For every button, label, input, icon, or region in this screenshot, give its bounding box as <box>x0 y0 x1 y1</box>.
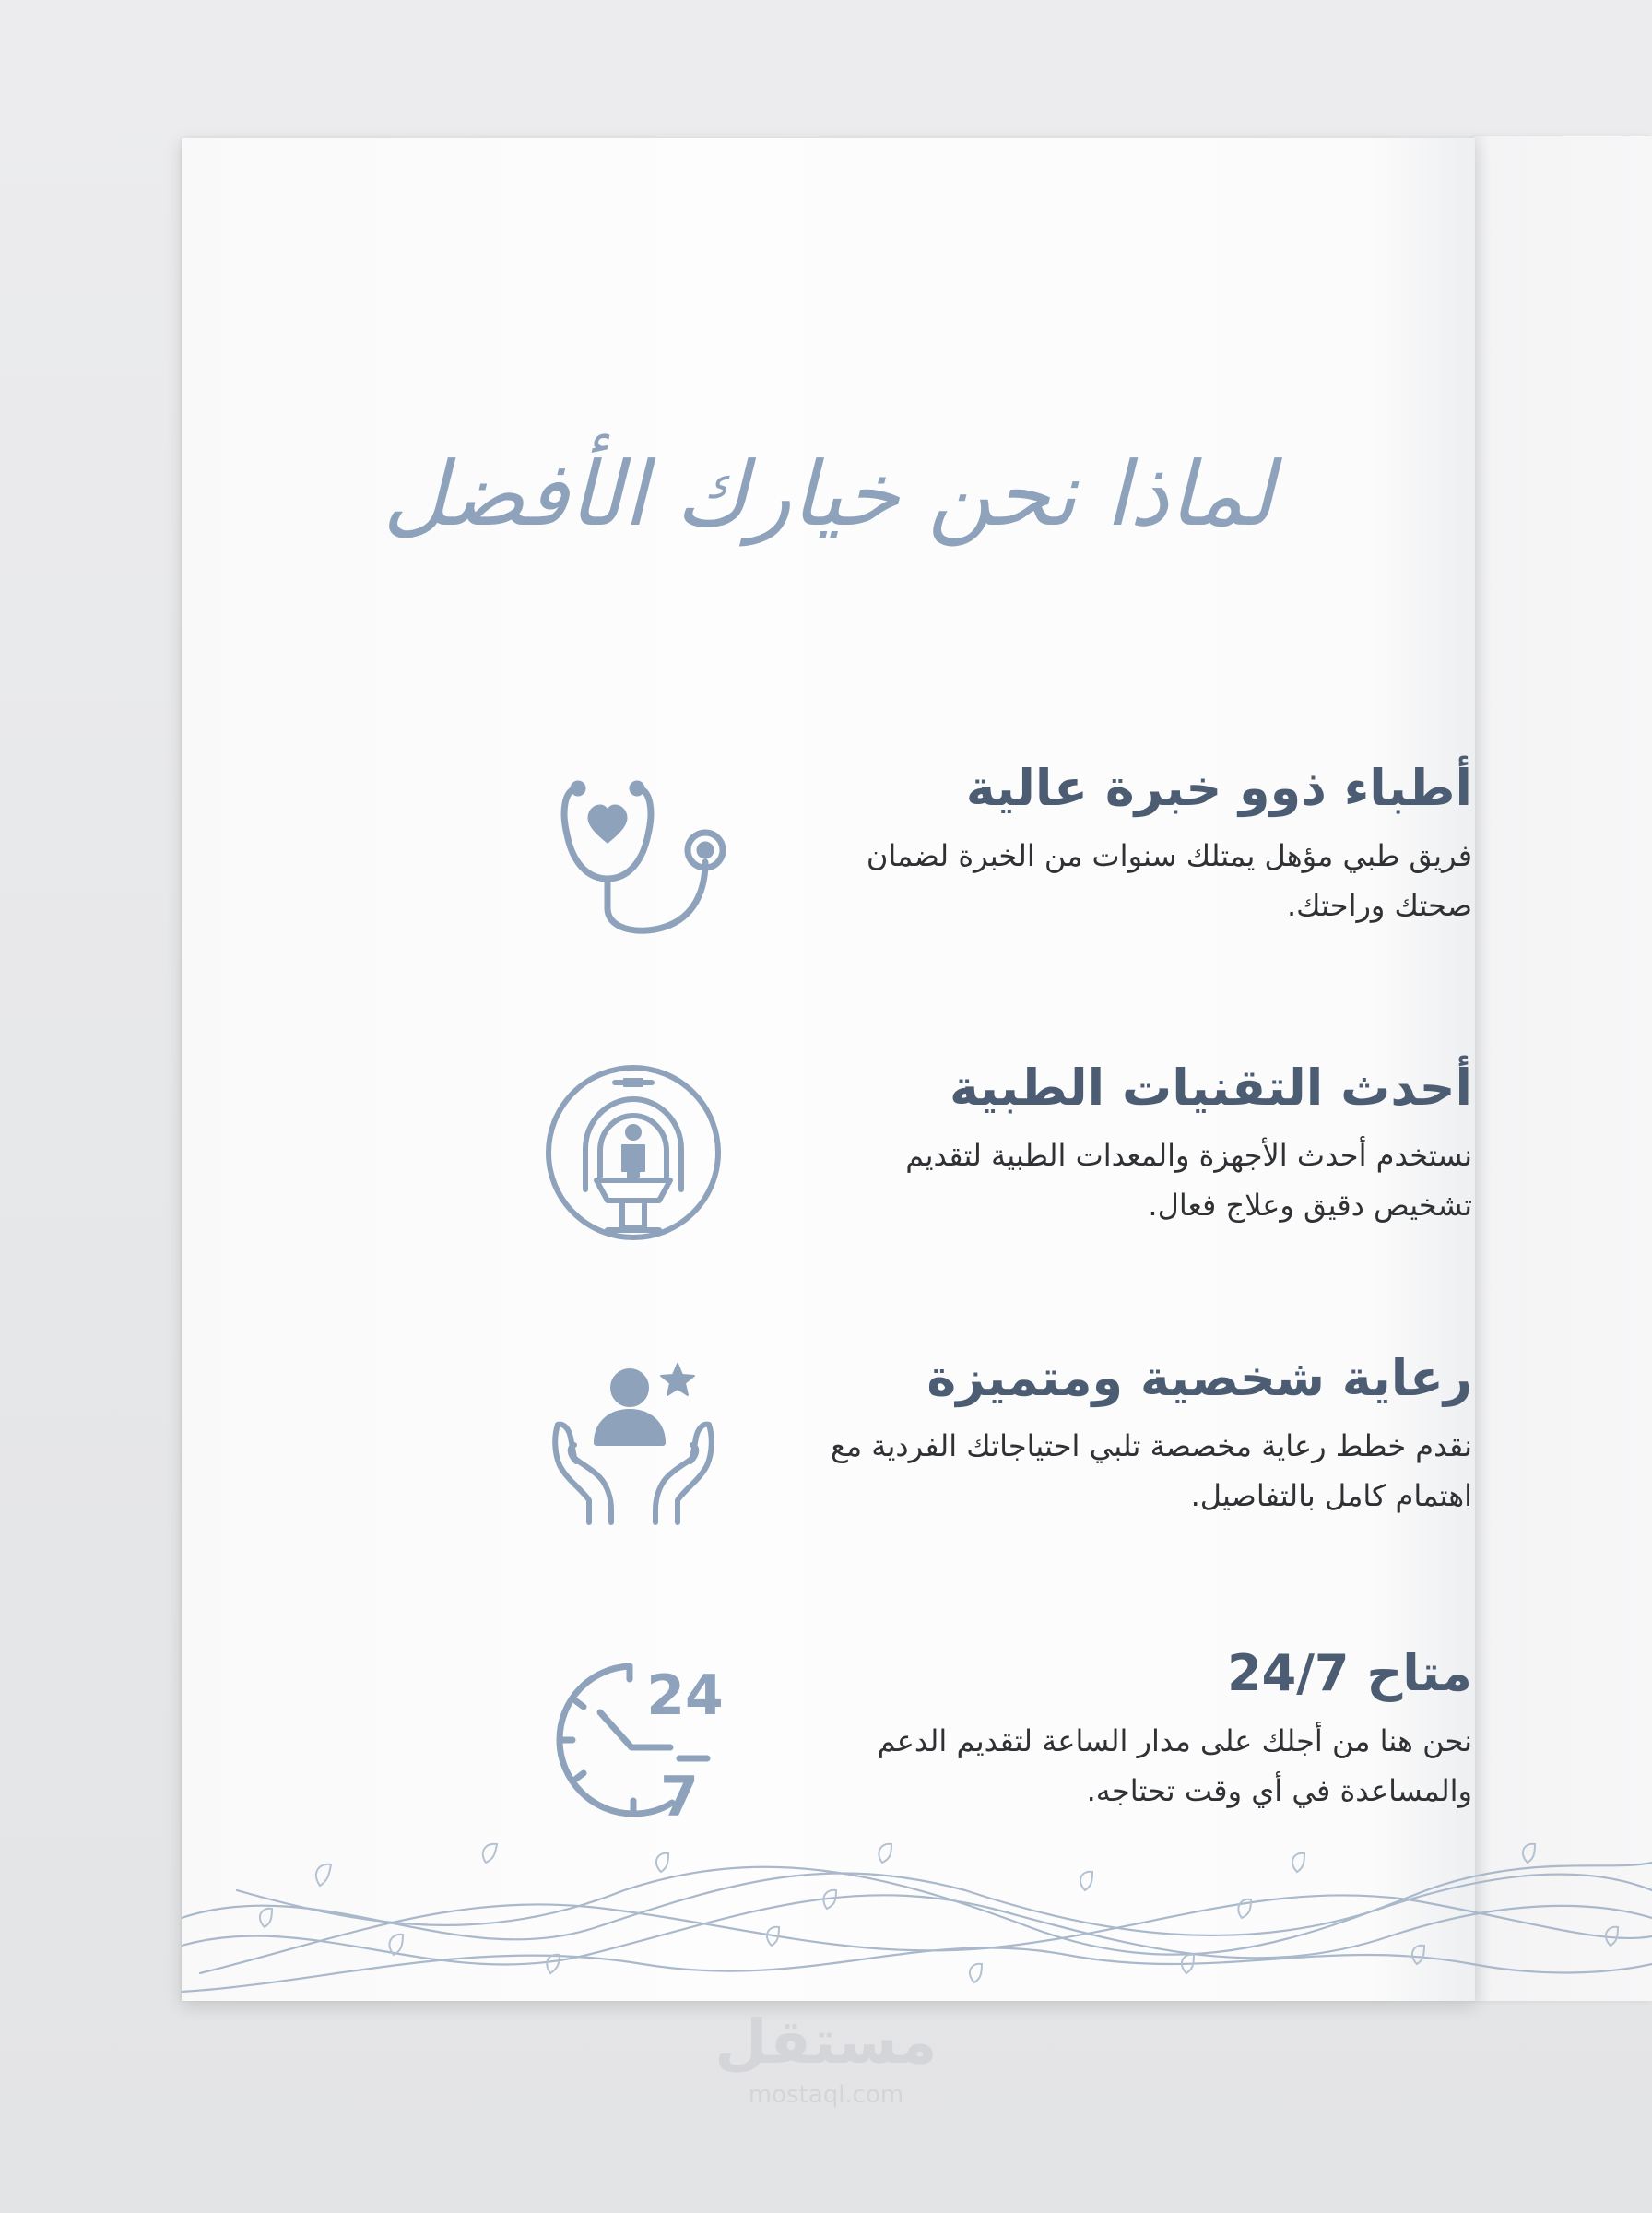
feature-personal-care <box>541 1342 1472 1563</box>
feature-text <box>808 1051 1472 1230</box>
feature-experienced-doctors <box>541 751 1472 973</box>
feature-heading: رعاية شخصية ومتميزة <box>926 1349 1472 1407</box>
mri-scanner-icon <box>541 1060 726 1245</box>
feature-text <box>808 751 1472 930</box>
watermark-url: mostaql.com <box>748 2081 904 2109</box>
feature-text <box>808 1637 1472 1816</box>
clock-7-label: 7 <box>660 1765 699 1829</box>
watermark-logo: مستقل <box>714 2006 938 2077</box>
feature-description: نحن هنا من أجلك على مدار الساعة لتقديم الدعم والمساعدة في أي وقت تحتاجه. <box>877 1723 1472 1808</box>
caring-hands-person-star-icon <box>541 1351 726 1535</box>
feature-heading: متاح 24/7 <box>1227 1644 1472 1702</box>
feature-description: نقدم خطط رعاية مخصصة تلبي احتياجاتك الفردية مع اهتمام كامل بالتفاصيل. <box>830 1428 1472 1513</box>
feature-heading: أحدث التقنيات الطبية <box>949 1059 1472 1117</box>
feature-available-24-7 <box>541 1637 1472 1858</box>
feature-description: نستخدم أحدث الأجهزة والمعدات الطبية لتقديم تشخيص دقيق وعلاج فعال. <box>905 1138 1472 1223</box>
feature-description: فريق طبي مؤهل يمتلك سنوات من الخبرة لضمان صحتك وراحتك. <box>866 838 1472 923</box>
clock-24-label: 24 <box>646 1663 724 1728</box>
feature-text <box>808 1342 1472 1521</box>
watermark <box>0 2006 1652 2111</box>
stethoscope-heart-icon <box>541 761 726 945</box>
page-title: لماذا نحن خيارك الأفضل <box>383 443 1274 546</box>
brochure-page <box>182 138 1475 2001</box>
decorative-vines <box>182 1835 1652 2019</box>
next-page <box>1473 136 1652 2001</box>
feature-latest-technology <box>541 1051 1472 1272</box>
clock-24-7-icon <box>541 1646 726 1830</box>
feature-heading: أطباء ذوو خبرة عالية <box>965 759 1472 817</box>
